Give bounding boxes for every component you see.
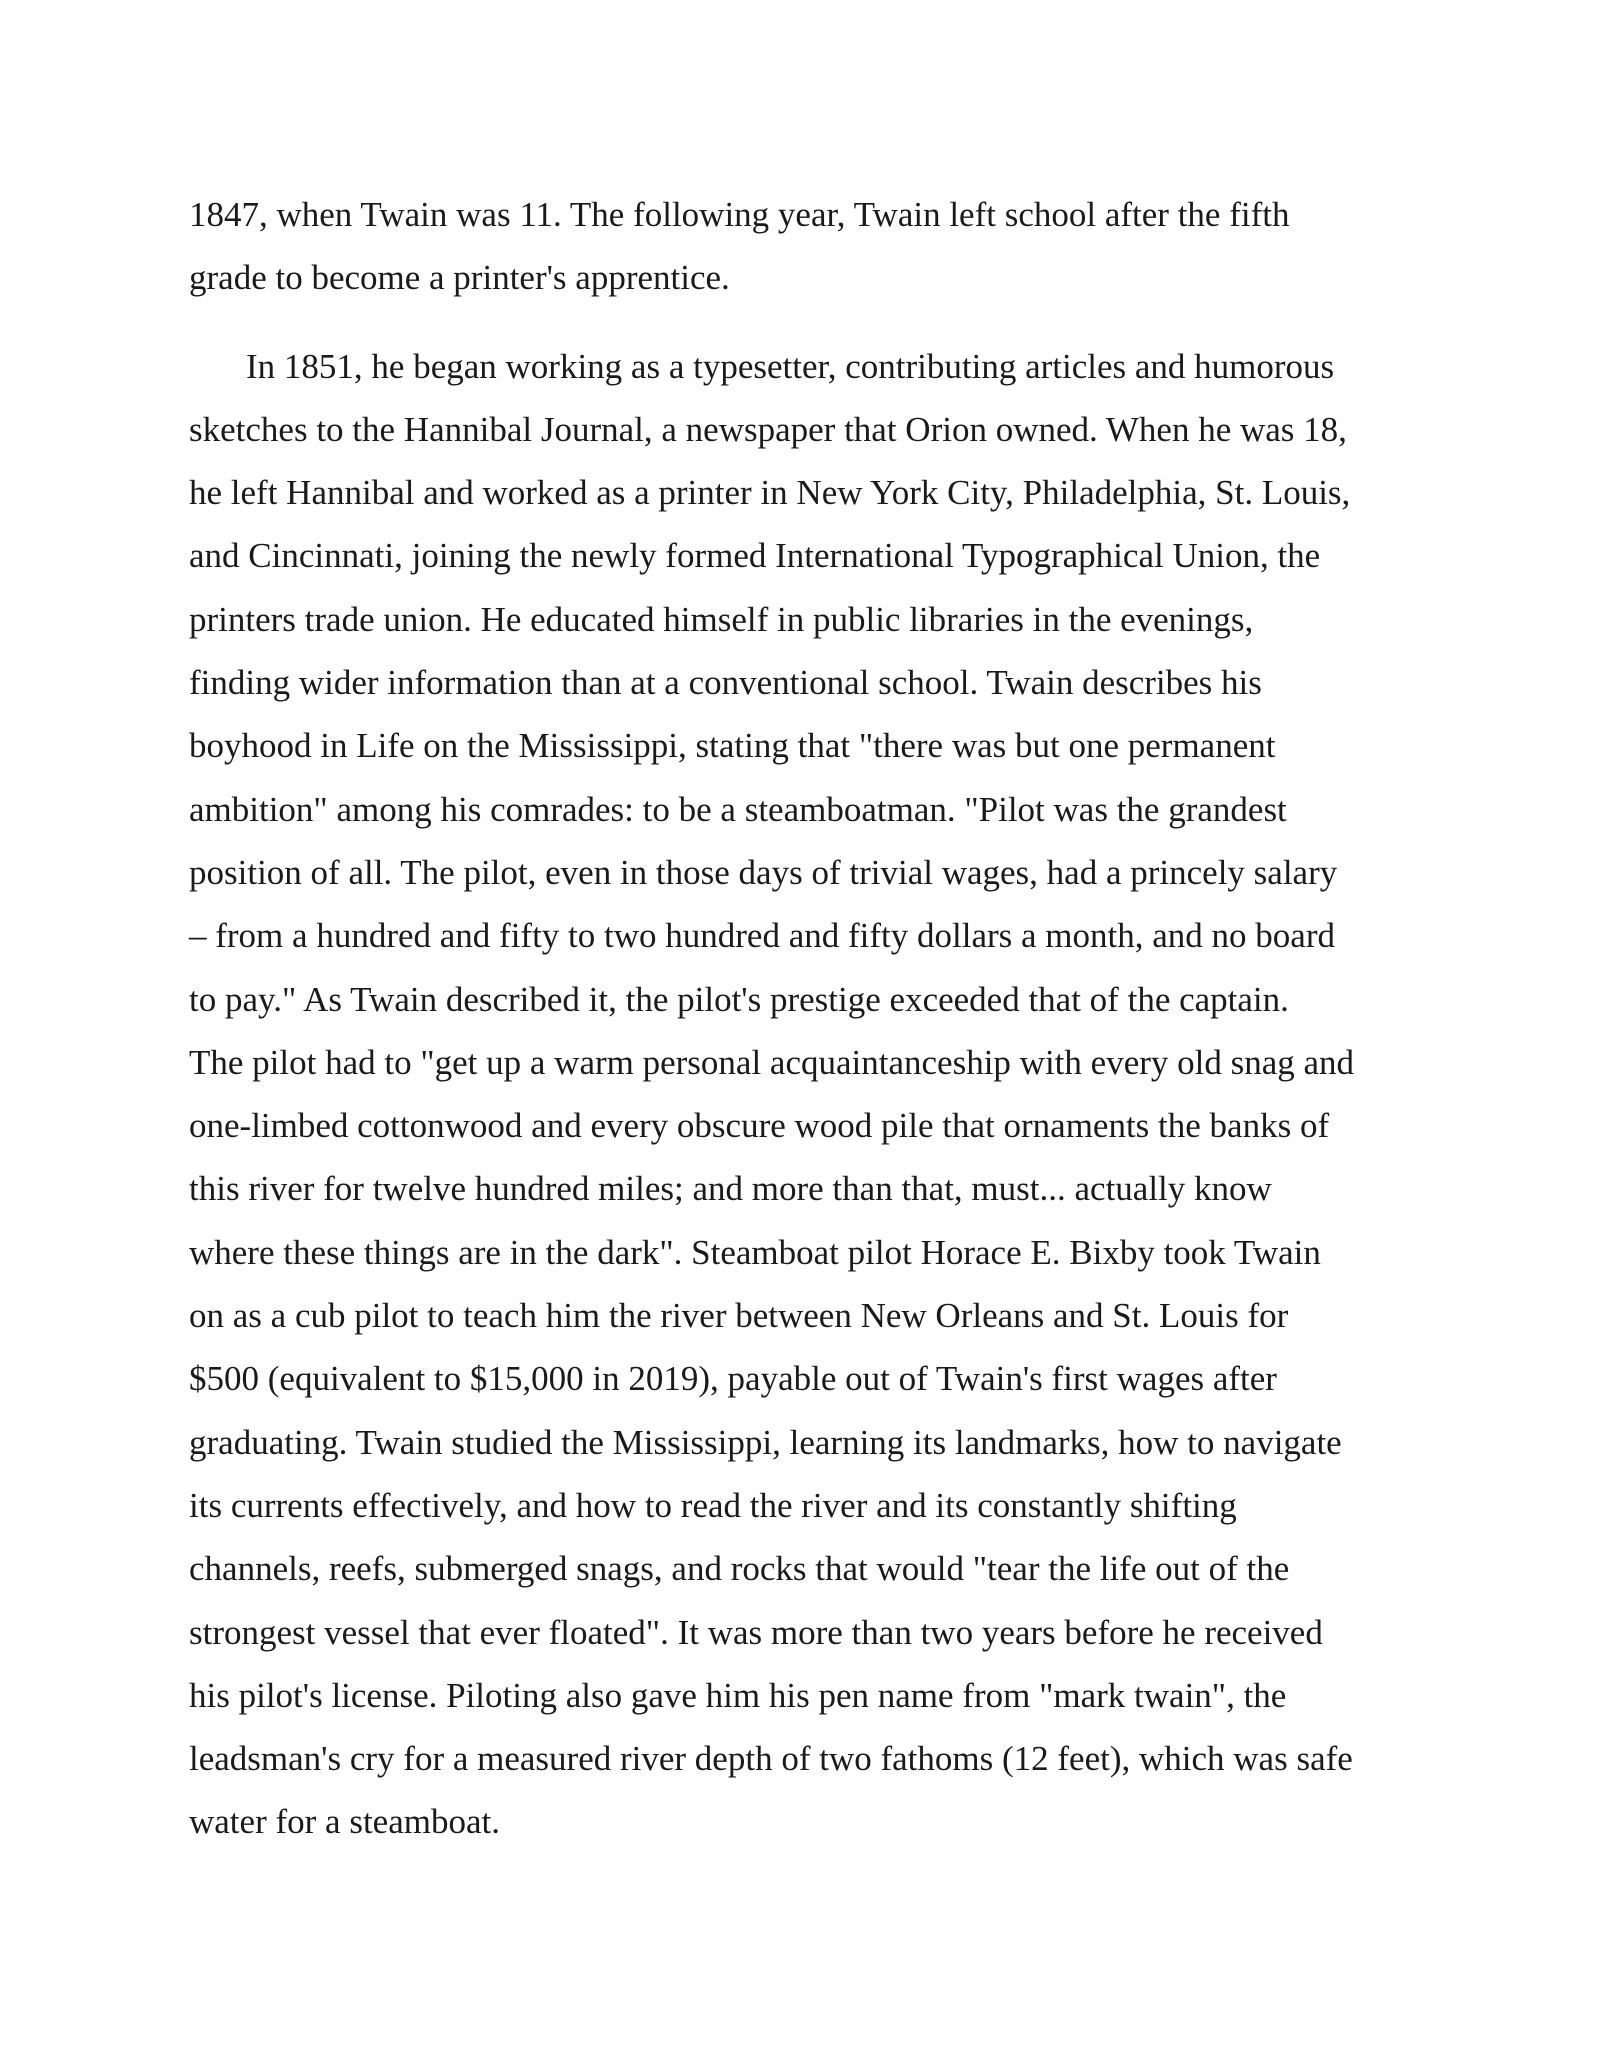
text-line: printers trade union. He educated himself in public libraries in the evenings, [189, 599, 1254, 639]
text-line: its currents effectively, and how to read the river and its constantly shifting [189, 1485, 1237, 1525]
text-line: and Cincinnati, joining the newly formed International Typographical Union, the [189, 536, 1321, 576]
text-line: – from a hundred and fifty to two hundred and fifty dollars a month, and no board [189, 916, 1335, 956]
text-line: channels, reefs, submerged snags, and rocks that would "tear the life out of the [189, 1549, 1290, 1589]
text-line: The pilot had to "get up a warm personal acquaintanceship with every old snag and [189, 1042, 1355, 1082]
paragraph-2 [189, 335, 1419, 1854]
text-line: sketches to the Hannibal Journal, a newspaper that Orion owned. When he was 18, [189, 409, 1347, 449]
body-text [189, 183, 1419, 1854]
text-line: water for a steamboat. [189, 1802, 500, 1842]
text-line: his pilot's license. Piloting also gave him his pen name from "mark twain", the [189, 1675, 1287, 1715]
text-line: ambition" among his comrades: to be a steamboatman. "Pilot was the grandest [189, 789, 1287, 829]
text-line: $500 (equivalent to $15,000 in 2019), payable out of Twain's first wages after [189, 1359, 1277, 1399]
text-line: he left Hannibal and worked as a printer in New York City, Philadelphia, St. Louis, [189, 473, 1351, 513]
text-line: In 1851, he began working as a typesetter, contributing articles and humorous [246, 346, 1335, 386]
text-line: grade to become a printer's apprentice. [189, 258, 730, 298]
text-line: finding wider information than at a conventional school. Twain describes his [189, 663, 1262, 703]
text-line: position of all. The pilot, even in those days of trivial wages, had a princely salary [189, 852, 1338, 892]
text-line: to pay." As Twain described it, the pilot's prestige exceeded that of the captain. [189, 979, 1289, 1019]
text-line: 1847, when Twain was 11. The following year, Twain left school after the fifth [189, 195, 1290, 234]
text-line: graduating. Twain studied the Mississippi, learning its landmarks, how to navigate [189, 1422, 1342, 1462]
text-line: one-limbed cottonwood and every obscure wood pile that ornaments the banks of [189, 1106, 1330, 1146]
text-line: strongest vessel that ever floated". It was more than two years before he received [189, 1612, 1323, 1652]
text-line: where these things are in the dark". Steamboat pilot Horace E. Bixby took Twain [189, 1232, 1321, 1272]
text-line: this river for twelve hundred miles; and more than that, must... actually know [189, 1169, 1272, 1209]
text-line: on as a cub pilot to teach him the river between New Orleans and St. Louis for [189, 1296, 1289, 1336]
text-line: boyhood in Life on the Mississippi, stating that "there was but one permanent [189, 726, 1276, 766]
text-line: leadsman's cry for a measured river depth of two fathoms (12 feet), which was safe [189, 1739, 1353, 1779]
paragraph-1 [189, 183, 1419, 310]
